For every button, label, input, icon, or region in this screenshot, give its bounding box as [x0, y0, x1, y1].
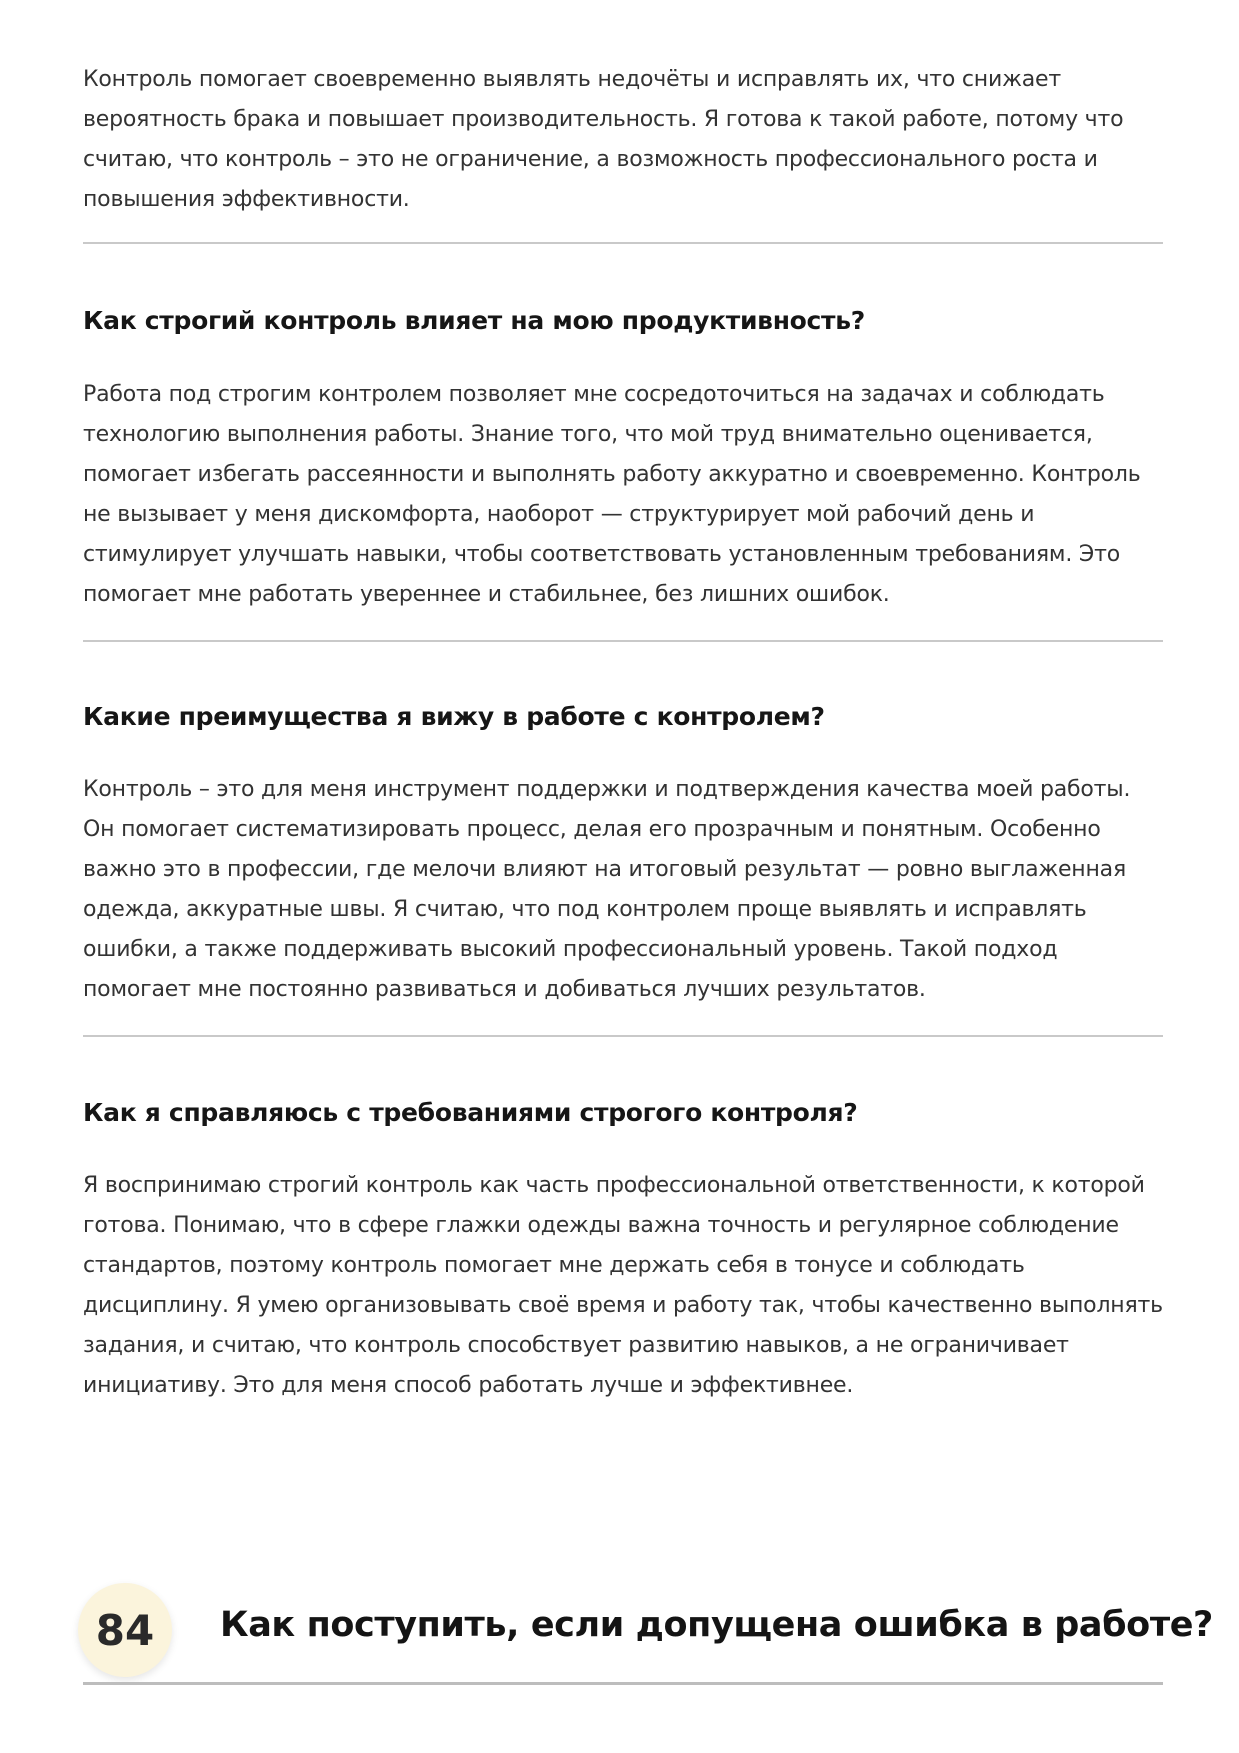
section-title-advantages: Какие преимущества я вижу в работе с контролем? — [83, 702, 825, 731]
section-divider — [83, 640, 1163, 642]
section-title-productivity: Как строгий контроль влияет на мою продуктивность? — [83, 306, 865, 335]
section-text-advantages: Контроль – это для меня инструмент поддержки и подтверждения качества моей работы. Он помогает систематизировать процесс, делая его прозрачным и понятным. Особенно важно это в профессии, где мелочи влияют на итоговый результат — ровно выглаженная одежда, аккуратные швы. Я считаю, что под контролем проще выявлять и исправлять ошибки, а также поддерживать высокий профессиональный уровень. Такой подход помогает мне постоянно развиваться и добиваться лучших результатов. — [83, 777, 1131, 1002]
intro-paragraph: Контроль помогает своевременно выявлять недочёты и исправлять их, что снижает вероятность брака и повышает производительность. Я готова к такой работе, потому что считаю, что контроль – это не ограничение, а возможность профессионального роста и повышения эффективности. — [83, 67, 1124, 212]
question-number-badge: 84 — [78, 1583, 172, 1677]
next-question-title: Как поступить, если допущена ошибка в работе? — [220, 1605, 1213, 1645]
section-title-coping: Как я справляюсь с требованиями строгого контроля? — [83, 1098, 858, 1127]
header-divider — [83, 1682, 1163, 1685]
section-text-coping: Я воспринимаю строгий контроль как часть профессиональной ответственности, к которой готова. Понимаю, что в сфере глажки одежды важна точность и регулярное соблюдение стандартов, поэтому контроль помогает мне держать себя в тонусе и соблюдать дисциплину. Я умею организовывать своё время и работу так, чтобы качественно выполнять задания, и считаю, что контроль способствует развитию навыков, а не ограничивает инициативу. Это для меня способ работать лучше и эффективнее. — [83, 1173, 1163, 1398]
section-text-productivity: Работа под строгим контролем позволяет мне сосредоточиться на задачах и соблюдать технологию выполнения работы. Знание того, что мой труд внимательно оценивается, помогает избегать рассеянности и выполнять работу аккуратно и своевременно. Контроль не вызывает у меня дискомфорта, наоборот — структурирует мой рабочий день и стимулирует улучшать навыки, чтобы соответствовать установленным требованиям. Это помогает мне работать увереннее и стабильнее, без лишних ошибок. — [83, 382, 1141, 607]
next-question-header — [78, 1583, 1213, 1673]
section-divider — [83, 242, 1163, 244]
section-divider — [83, 1035, 1163, 1037]
